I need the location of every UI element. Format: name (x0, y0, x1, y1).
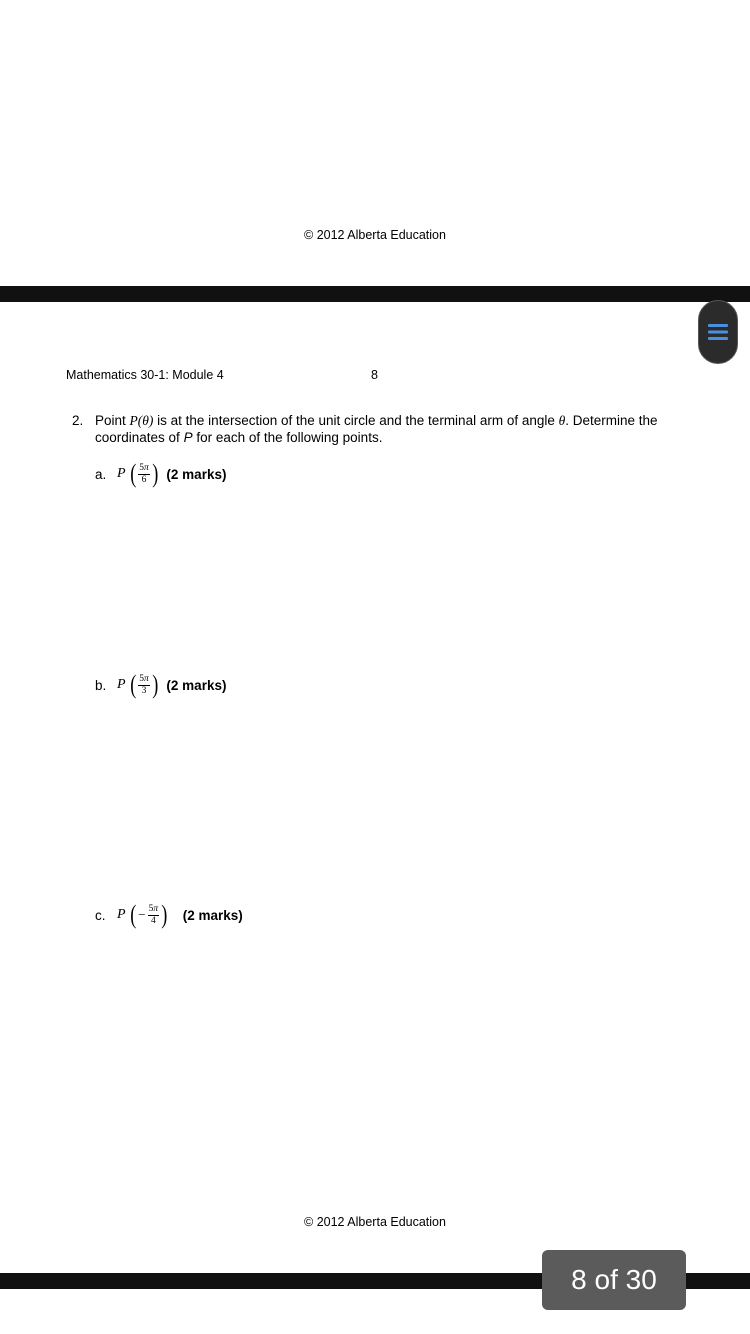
math-p: P (183, 430, 193, 445)
pi-symbol: π (143, 673, 149, 684)
numerator-value: 5 (139, 673, 144, 684)
point-symbol: P (117, 466, 126, 481)
part-label: a. (95, 466, 107, 482)
part-label: c. (95, 907, 106, 923)
marks-label: (2 marks) (182, 907, 243, 923)
question-2 (72, 412, 692, 446)
left-paren: ( (129, 900, 136, 929)
fraction-numerator (138, 463, 150, 475)
question-text-part: for each of the following points. (192, 430, 383, 445)
left-paren: ( (129, 670, 136, 699)
part-label: b. (95, 677, 107, 693)
math-theta: θ (558, 413, 566, 428)
menu-button[interactable] (698, 300, 738, 364)
hamburger-menu-icon (708, 323, 728, 341)
previous-page-copyright: © 2012 Alberta Education (304, 228, 446, 242)
question-number: 2. (72, 413, 84, 428)
right-paren: ) (152, 459, 159, 488)
fraction-numerator (138, 674, 150, 686)
fraction (138, 463, 150, 486)
part-c (95, 900, 243, 930)
part-a (95, 459, 226, 489)
fraction-numerator (148, 904, 160, 916)
negative-sign: − (138, 907, 146, 922)
left-paren: ( (129, 459, 136, 488)
pi-symbol: π (143, 462, 149, 473)
numerator-value: 5 (148, 903, 154, 914)
fraction (138, 674, 150, 697)
pi-symbol: π (153, 903, 159, 914)
fraction-denominator: 6 (141, 474, 147, 485)
page-copyright: © 2012 Alberta Education (304, 1215, 446, 1229)
marks-label: (2 marks) (166, 677, 227, 693)
question-text-part: . Determine the coordinates of (95, 413, 658, 445)
angle-expression (117, 902, 169, 928)
fraction-denominator: 4 (150, 915, 156, 926)
question-text-part: is at the intersection of the unit circle and the terminal arm of angle (153, 413, 559, 428)
math-p-theta: P(θ) (129, 413, 154, 428)
marks-label: (2 marks) (166, 466, 227, 482)
fraction (148, 904, 160, 927)
page-separator (0, 286, 750, 302)
right-paren: ) (161, 900, 168, 929)
point-symbol: P (117, 907, 126, 922)
numerator-value: 5 (139, 462, 144, 473)
fraction-denominator: 3 (141, 685, 147, 696)
question-text (95, 412, 692, 446)
previous-page-bottom (0, 0, 750, 286)
angle-expression (117, 461, 159, 487)
question-text-part: Point (95, 413, 130, 428)
part-b (95, 670, 226, 700)
point-symbol: P (117, 677, 126, 692)
right-paren: ) (152, 670, 159, 699)
page-number: 8 (371, 368, 378, 382)
angle-expression (117, 672, 159, 698)
page-indicator: 8 of 30 (542, 1250, 686, 1310)
module-title: Mathematics 30-1: Module 4 (66, 368, 224, 382)
